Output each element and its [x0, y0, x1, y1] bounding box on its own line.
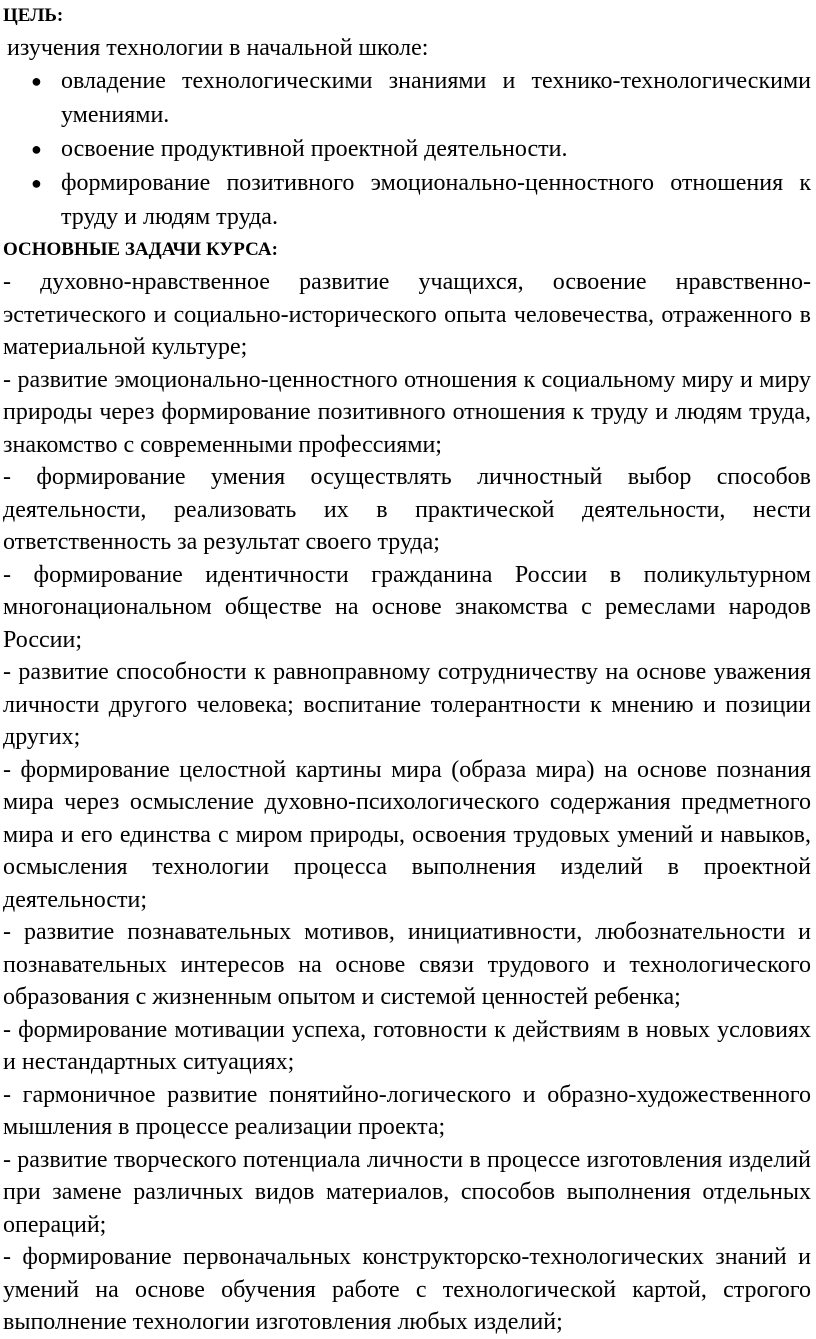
goal-heading: ЦЕЛЬ: [3, 5, 64, 26]
task-item: - духовно-нравственное развитие учащихся, освоение нравственно-эстетического и социально-исторического опыта человечества, отраженного в материальной культуре; [3, 269, 811, 360]
task-item: - гармоничное развитие понятийно-логического и образно-художественного мышления в процессе реализации проекта; [3, 1081, 811, 1140]
task-item: - формирование идентичности гражданина России в поликультурном многонациональном обществе на основе знакомства с ремеслами народов России; [3, 561, 811, 653]
task-item: - формирование целостной картины мира (образа мира) на основе познания мира через осмысление духовно-психологического содержания предметного мира и его единства с миром природы, освоения трудовых умений и навыков, осмысления технологии процесса выполнения изделий в проектной деятельности; [3, 756, 811, 913]
task-item: - формирование мотивации успеха, готовности к действиям в новых условиях и нестандартных ситуациях; [3, 1016, 811, 1075]
task-item: - развитие эмоционально-ценностного отношения к социальному миру и миру природы через формирование позитивного отношения к труду и людям труда, знакомство с современными профессиями; [3, 366, 811, 458]
goal-item [3, 64, 811, 132]
bullet-icon: ● [31, 139, 42, 159]
goal-intro: изучения технологии в начальной школе: [7, 35, 429, 61]
bullet-icon: ● [31, 173, 42, 193]
task-item: - развитие способности к равноправному сотрудничеству на основе уважения личности другого человека; воспитание толерантности к мнению и позиции других; [3, 659, 811, 750]
bullet-icon: ● [31, 71, 42, 91]
task-item: - развитие творческого потенциала личности в процессе изготовления изделий при замене различных видов материалов, способов выполнения отдельных операций; [3, 1146, 811, 1238]
goal-item-text: освоение продуктивной проектной деятельности. [61, 136, 568, 162]
task-item: - формирование первоначальных конструкторско-технологических знаний и умений на основе обучения работе с технологической картой, строгого выполнение технологии изготовления любых изделий; [3, 1244, 811, 1335]
task-item: - развитие познавательных мотивов, инициативности, любознательности и познавательных интересов на основе связи трудового и технологического образования с жизненным опытом и системой ценностей ребенка; [3, 919, 811, 1010]
goal-item-text: формирование позитивного эмоционально-ценностного отношения к труду и людям труда. [61, 170, 811, 230]
task-item: - формирование умения осуществлять личностный выбор способов деятельности, реализовать их в практической деятельности, нести ответственность за результат своего труда; [3, 464, 811, 555]
goal-item [3, 132, 811, 166]
goal-item-text: овладение технологическими знаниями и технико-технологическими умениями. [61, 68, 811, 128]
goal-list [3, 64, 811, 234]
goal-item [3, 166, 811, 234]
tasks-heading: ОСНОВНЫЕ ЗАДАЧИ КУРСА: [3, 239, 278, 260]
tasks-list [3, 266, 811, 1339]
